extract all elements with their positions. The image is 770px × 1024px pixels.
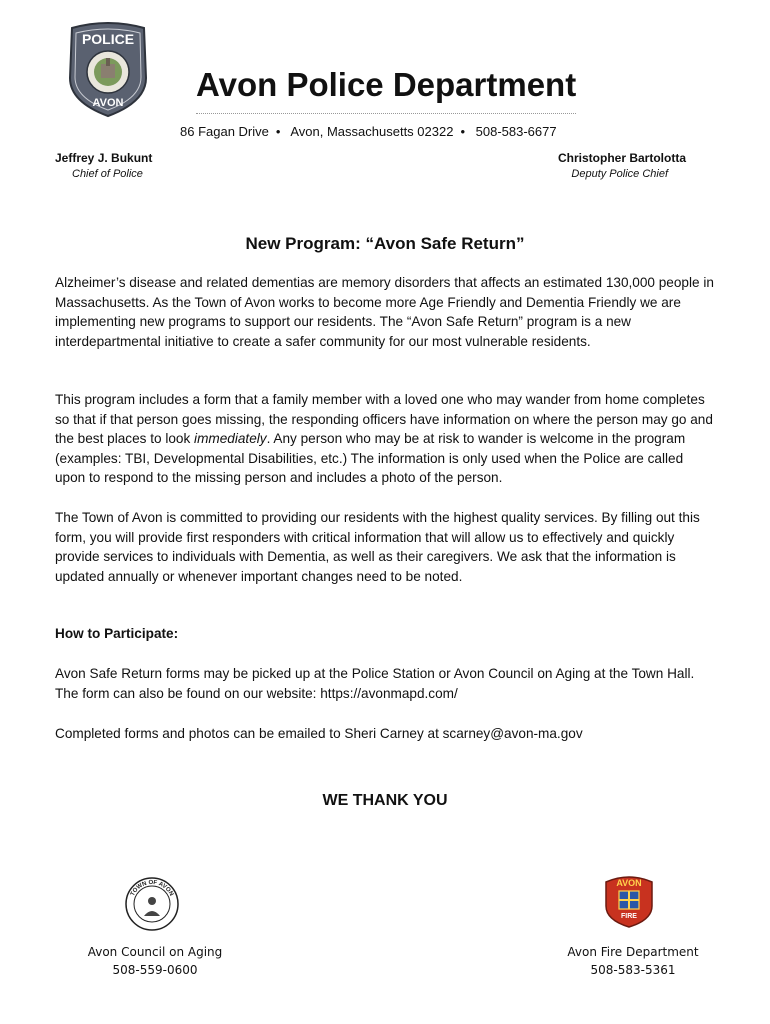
program-text-b: . Any person who may be at risk to wander is welcome in the program (examples: TBI, Developmental Disabilities, etc.) The information is only used when the Police are called upon to respond to the missing person and includes a photo of the person. bbox=[55, 431, 686, 486]
how-to-participate-heading: How to Participate: bbox=[55, 626, 179, 641]
fire-department-contact bbox=[548, 943, 718, 979]
program-paragraph bbox=[55, 390, 717, 488]
council-on-aging-contact bbox=[70, 943, 240, 979]
thank-you-heading: WE THANK YOU bbox=[322, 792, 448, 809]
street-address: 86 Fagan Drive bbox=[180, 124, 269, 139]
bullet-separator: • bbox=[460, 124, 466, 139]
fire-logo-top-text: AVON bbox=[616, 878, 642, 888]
address-line bbox=[180, 124, 564, 139]
patch-bottom-text: AVON bbox=[92, 97, 124, 109]
department-phone: 508-583-6677 bbox=[475, 124, 557, 139]
intro-paragraph: Alzheimer’s disease and related dementias are memory disorders that affects an estimated 130,000 people in Massachusetts. As the Town of Avon works to become more Age Friendly and Dementia Friendly we are implementing new programs to support our residents. The “Avon Safe Return” program is a new interdepartmental initiative to create a safer community for our most vulnerable residents. bbox=[55, 275, 714, 349]
council-phone: 508-559-0600 bbox=[112, 963, 198, 977]
deputy-name: Christopher Bartolotta bbox=[557, 151, 686, 165]
program-heading: New Program: “Avon Safe Return” bbox=[245, 234, 525, 253]
title-divider bbox=[196, 113, 576, 114]
city-state-zip: Avon, Massachusetts 02322 bbox=[290, 124, 454, 139]
fire-logo-bottom-text: FIRE bbox=[621, 913, 637, 920]
fire-department-logo bbox=[602, 872, 656, 928]
patch-top-text: POLICE bbox=[81, 31, 135, 47]
forms-paragraph: Avon Safe Return forms may be picked up at the Police Station or Avon Council on Aging at the Town Hall. The form can also be found on our website: https://avonmapd.com/ bbox=[55, 666, 695, 701]
fire-phone: 508-583-5361 bbox=[590, 963, 676, 977]
program-text-a: This program includes a form that a family member with a loved one who may wander from home completes so that if that person goes missing, the responding officers have information on where the person may go and the best places to look bbox=[55, 392, 713, 447]
seal-text: TOWN OF AVON bbox=[129, 879, 175, 898]
emphasis-immediately: immediately bbox=[194, 431, 267, 447]
fire-name: Avon Fire Department bbox=[567, 945, 699, 959]
council-name: Avon Council on Aging bbox=[87, 945, 223, 959]
town-seal-icon bbox=[124, 876, 180, 932]
police-patch-logo bbox=[66, 22, 150, 118]
page-title: Avon Police Department bbox=[196, 66, 577, 103]
chief-title: Chief of Police bbox=[72, 168, 143, 180]
chief-name: Jeffrey J. Bukunt bbox=[55, 151, 153, 165]
bullet-separator: • bbox=[275, 124, 281, 139]
commitment-paragraph: The Town of Avon is committed to providing our residents with the highest quality services. By filling out this form, you will provide first responders with critical information that will allow us to effectively and quickly provide services to individuals with Dementia, as well as their caregivers. We ask that the information is updated annually or whenever important changes need to be noted. bbox=[55, 510, 700, 584]
deputy-title: Deputy Police Chief bbox=[571, 168, 668, 180]
email-paragraph: Completed forms and photos can be emailed to Sheri Carney at scarney@avon-ma.gov bbox=[55, 726, 583, 741]
